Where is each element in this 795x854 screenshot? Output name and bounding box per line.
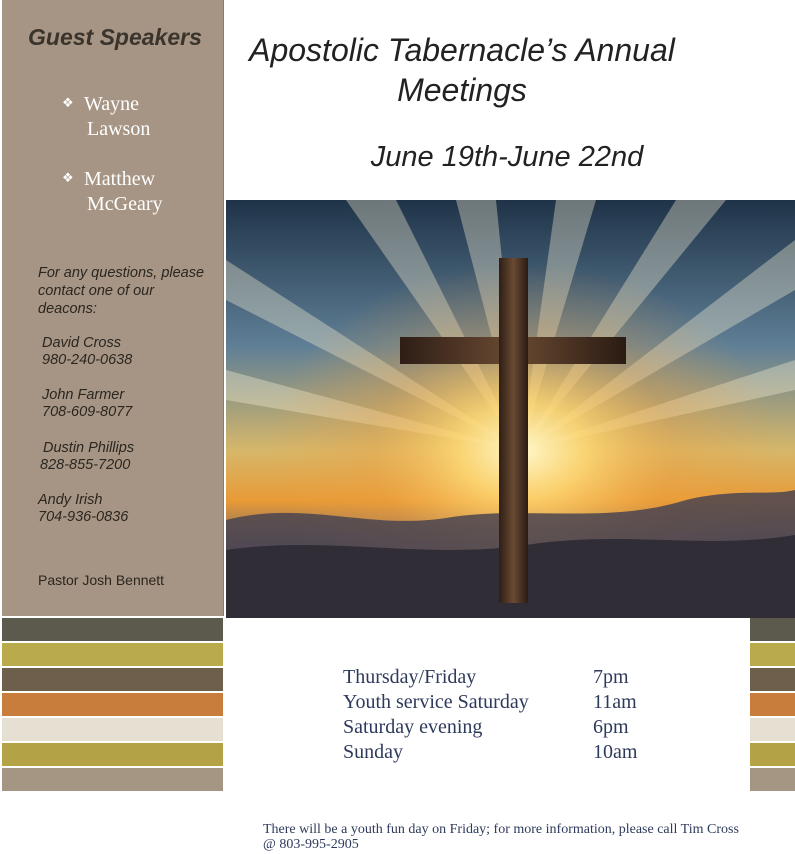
stripe [750,668,795,691]
stripe [2,668,223,691]
schedule-time: 7pm [593,666,629,688]
stripe [2,768,223,791]
speaker-item [62,90,150,142]
decorative-stripes-right [750,618,795,793]
event-dates: June 19th-June 22nd [370,141,644,173]
deacon-name: Andy Irish [38,492,103,508]
speaker-item [62,165,163,217]
deacon-contact [42,387,132,421]
deacon-contact [38,492,128,526]
schedule-event: Thursday/Friday [343,666,477,688]
deacon-phone: 708-609-8077 [42,404,133,420]
page-title: Apostolic Tabernacle’s Annual Meetings [249,32,675,108]
stripe [750,643,795,666]
cross-sunset-image [226,200,795,618]
speaker-last-name: McGeary [87,193,163,215]
speaker-first-name: Wayne [84,93,140,115]
deacon-contact [42,335,132,369]
deacon-name: David Cross [42,335,121,351]
schedule-event: Sunday [343,741,403,763]
schedule-row [343,665,653,690]
schedule-row [343,690,653,715]
schedule-event: Saturday evening [343,716,483,738]
youth-day-footnote: There will be a youth fun day on Friday; for more information, please call Tim Cross @ 803-995-2905 [263,822,739,852]
stripe [2,718,223,741]
stripe [750,693,795,716]
schedule-time: 11am [593,691,637,713]
service-schedule [343,665,653,765]
diamond-bullet-icon: ❖ [62,170,74,185]
schedule-time: 10am [593,741,638,763]
deacon-name: John Farmer [42,387,125,403]
sidebar [2,0,224,616]
cross-icon [226,200,795,618]
stripe [750,743,795,766]
decorative-stripes-left [2,618,223,793]
stripe [750,618,795,641]
schedule-row [343,740,653,765]
diamond-bullet-icon: ❖ [62,95,74,110]
stripe [2,743,223,766]
schedule-event: Youth service Saturday [343,691,529,713]
speaker-first-name: Matthew [84,168,156,190]
stripe [750,768,795,791]
deacon-phone: 980-240-0638 [42,352,133,368]
speaker-last-name: Lawson [87,118,151,140]
guest-speakers-heading: Guest Speakers [28,24,202,50]
pastor-name: Pastor Josh Bennett [38,572,165,588]
deacon-phone: 828-855-7200 [40,457,131,473]
stripe [2,643,223,666]
schedule-row [343,715,653,740]
schedule-time: 6pm [593,716,629,738]
stripe [750,718,795,741]
deacon-contact [40,440,134,474]
deacon-name: Dustin Phillips [43,440,135,456]
stripe [2,618,223,641]
deacon-phone: 704-936-0836 [38,509,129,525]
contact-intro: For any questions, please contact one of our deacons: [38,265,205,317]
stripe [2,693,223,716]
